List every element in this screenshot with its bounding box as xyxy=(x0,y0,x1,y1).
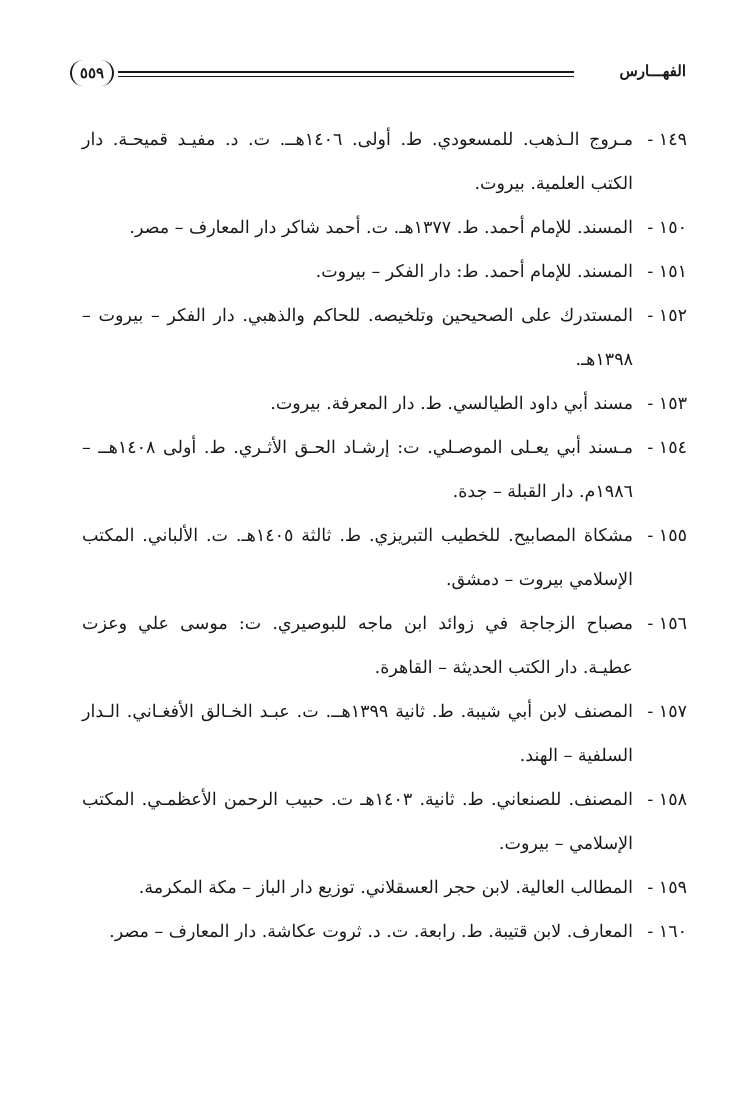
entry-number: ١٥٠ - xyxy=(647,218,687,238)
entry-number: ١٥٣ - xyxy=(647,394,687,414)
entry-number: ١٥٦ - xyxy=(647,614,687,634)
bibliography-entry xyxy=(82,382,687,426)
bibliography-entry xyxy=(82,602,687,690)
entry-text: مـروج الـذهب. للمسعودي. ط. أولى. ١٤٠٦هــ. ت. د. مفيـد قميحـة. دار الكتب العلمية. بيروت. xyxy=(82,130,633,194)
bibliography-entry xyxy=(82,250,687,294)
bibliography-list xyxy=(82,118,687,954)
entry-text: المطالب العالية. لابن حجر العسقلاني. توزيع دار الباز – مكة المكرمة. xyxy=(138,878,633,898)
entry-text: مصباح الزجاجة في زوائد ابن ماجه للبوصيري. ت: موسى علي وعزت عطيـة. دار الكتب الحديثة – القاهرة. xyxy=(82,614,633,678)
bibliography-entry xyxy=(82,206,687,250)
entry-text: مـسند أبي يعـلى الموصـلي. ت: إرشـاد الحـق الأثـري. ط. أولى ١٤٠٨هــ – ١٩٨٦م. دار القبلة – جدة. xyxy=(82,438,634,502)
bibliography-entry xyxy=(82,514,687,602)
entry-number: ١٥٢ - xyxy=(647,306,687,326)
entry-number: ١٥٩ - xyxy=(647,878,687,898)
entry-text: المعارف. لابن قتيبة. ط. رابعة. ت. د. ثروت عكاشة. دار المعارف – مصر. xyxy=(109,922,633,942)
entry-text: مشكاة المصابيح. للخطيب التبريزي. ط. ثالثة ١٤٠٥هـ. ت. الألباني. المكتب الإسلامي بيروت – دمشق. xyxy=(82,526,633,590)
entry-number: ١٦٠ - xyxy=(647,922,687,942)
running-header xyxy=(70,56,686,96)
entry-text: المصنف. للصنعاني. ط. ثانية. ١٤٠٣هـ ت. حبيب الرحمن الأعظمـي. المكتب الإسلامي – بيروت. xyxy=(82,790,633,854)
page-number: ٥٥٩ xyxy=(70,60,114,86)
bibliography-entry xyxy=(82,778,687,866)
entry-text: المسند. للإمام أحمد. ط. ١٣٧٧هـ. ت. أحمد شاكر دار المعارف – مصر. xyxy=(129,218,633,238)
entry-number: ١٥١ - xyxy=(647,262,687,282)
header-rule xyxy=(118,71,574,73)
entry-text: المصنف لابن أبي شيبة. ط. ثانية ١٣٩٩هــ. ت. عبـد الخـالق الأفغـاني. الـدار السلفية – الهند. xyxy=(82,702,634,766)
entry-text: المستدرك على الصحيحين وتلخيصه. للحاكم والذهبي. دار الفكر – بيروت – ١٣٩٨هـ. xyxy=(82,306,633,370)
header-rule-thin xyxy=(118,76,574,77)
entry-number: ١٥٤ - xyxy=(647,438,687,458)
bibliography-entry xyxy=(82,118,687,206)
entry-text: المسند. للإمام أحمد. ط: دار الفكر – بيروت. xyxy=(315,262,633,282)
entry-number: ١٥٨ - xyxy=(647,790,687,810)
entry-number: ١٥٥ - xyxy=(647,526,687,546)
header-title: الفهـــارس xyxy=(619,62,686,80)
bibliography-entry xyxy=(82,866,687,910)
bibliography-entry xyxy=(82,426,687,514)
entry-number: ١٤٩ - xyxy=(647,130,687,150)
entry-text: مسند أبي داود الطيالسي. ط. دار المعرفة. بيروت. xyxy=(270,394,633,414)
bibliography-entry xyxy=(82,910,687,954)
entry-number: ١٥٧ - xyxy=(647,702,687,722)
bibliography-entry xyxy=(82,294,687,382)
bibliography-entry xyxy=(82,690,687,778)
